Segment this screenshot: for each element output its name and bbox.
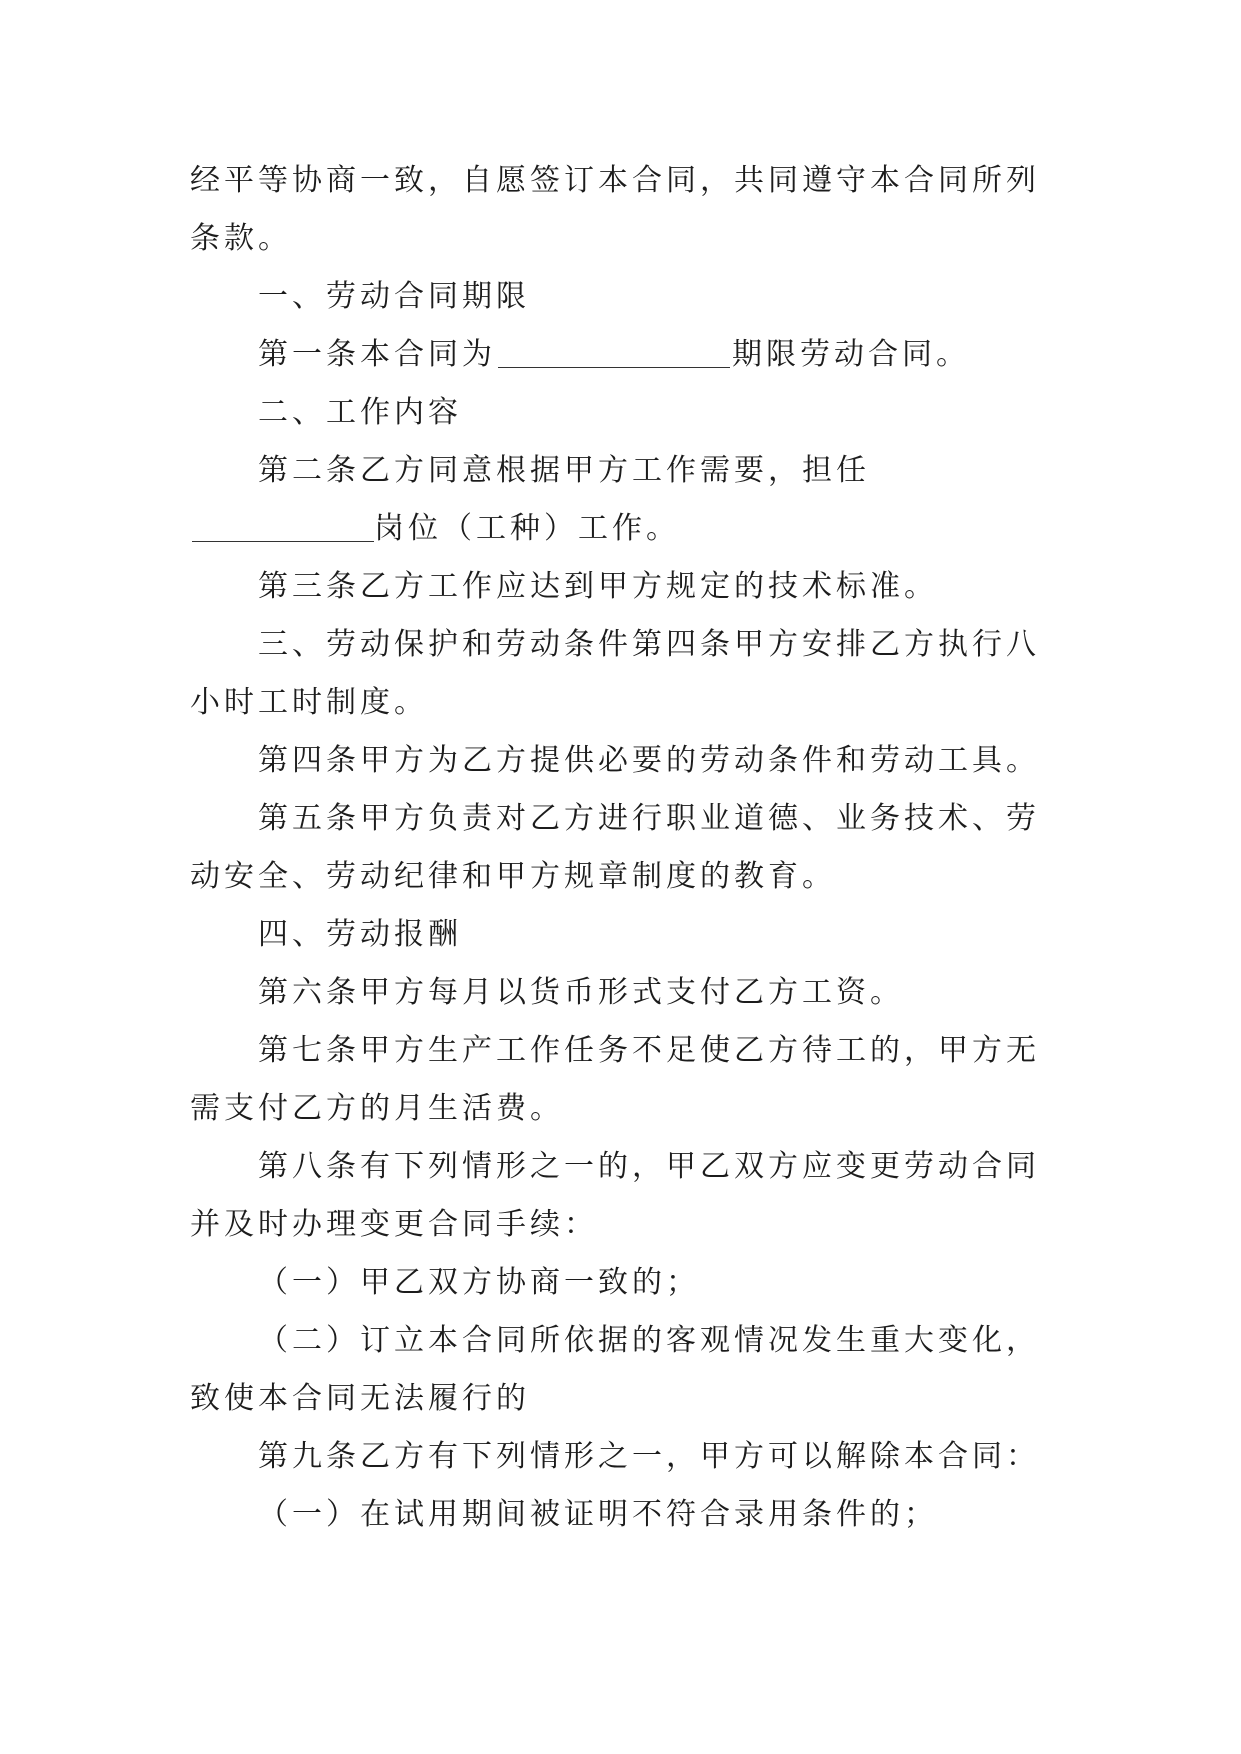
article-1-text-before: 第一条本合同为 xyxy=(258,337,496,372)
article-1-text-after: 期限劳动合同。 xyxy=(732,337,970,372)
article-9: 第九条乙方有下列情形之一，甲方可以解除本合同： xyxy=(258,1439,1040,1474)
article-3: 第三条乙方工作应达到甲方规定的技术标准。 xyxy=(258,569,938,604)
article-7: 第七条甲方生产工作任务不足使乙方待工的，甲方无需支付乙方的月生活费。 xyxy=(190,1033,1040,1126)
article-2 xyxy=(190,442,1050,558)
document-body xyxy=(190,152,1050,1544)
heading-work-content: 二、工作内容 xyxy=(258,395,462,430)
article-1 xyxy=(190,326,1050,384)
position-blank xyxy=(192,507,374,542)
article-2-text-before: 第二条乙方同意根据甲方工作需要，担任 xyxy=(258,453,870,488)
heading-remuneration: 四、劳动报酬 xyxy=(258,917,462,952)
article-2-text-after: 岗位（工种）工作。 xyxy=(374,511,680,546)
article-6: 第六条甲方每月以货币形式支付乙方工资。 xyxy=(258,975,904,1010)
article-9-item-1: （一）在试用期间被证明不符合录用条件的； xyxy=(258,1497,938,1532)
article-4: 第四条甲方为乙方提供必要的劳动条件和劳动工具。 xyxy=(258,743,1040,778)
article-5: 第五条甲方负责对乙方进行职业道德、业务技术、劳动安全、劳动纪律和甲方规章制度的教育。 xyxy=(190,801,1040,894)
paragraph-preamble: 经平等协商一致，自愿签订本合同，共同遵守本合同所列条款。 xyxy=(190,163,1040,256)
article-8-item-2: （二）订立本合同所依据的客观情况发生重大变化，致使本合同无法履行的 xyxy=(190,1323,1040,1416)
contract-term-blank xyxy=(498,333,730,368)
article-8: 第八条有下列情形之一的，甲乙双方应变更劳动合同并及时办理变更合同手续： xyxy=(190,1149,1040,1242)
heading-contract-term: 一、劳动合同期限 xyxy=(258,279,530,314)
article-8-item-1: （一）甲乙双方协商一致的； xyxy=(258,1265,700,1300)
heading-labor-protection: 三、劳动保护和劳动条件第四条甲方安排乙方执行八小时工时制度。 xyxy=(190,627,1040,720)
